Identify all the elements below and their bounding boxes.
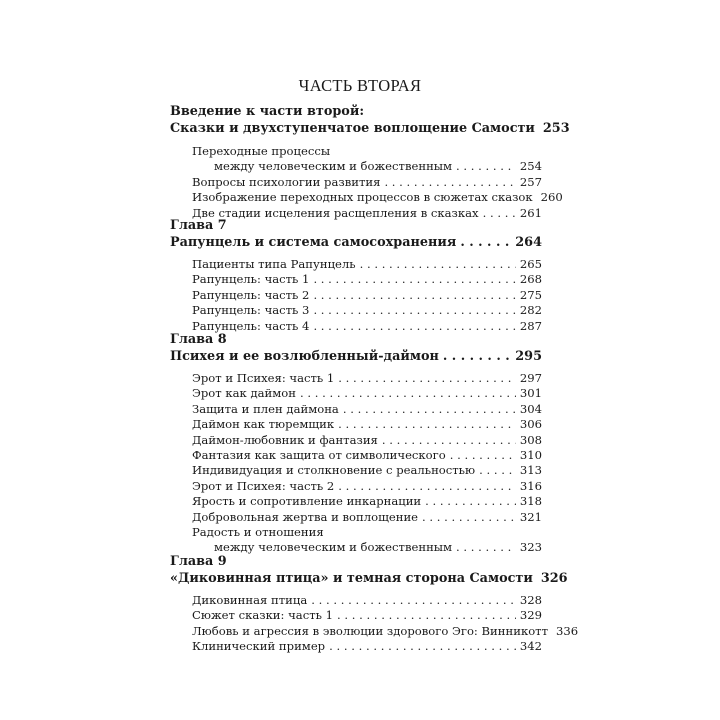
chapter-8-entry: Даймон-любовник и фантазия . . . 308 xyxy=(192,433,542,448)
chapter-9-main-entry: «Диковинная птица» и темная сторона Самости 326 xyxy=(170,571,568,586)
leader-dots xyxy=(311,593,516,608)
chapter-7-entry: Рапунцель: часть 4 . . . 287 xyxy=(192,319,542,334)
chapter-8-entry: Даймон как тюремщик . . . 306 xyxy=(192,417,542,432)
page-number: 304 xyxy=(519,401,542,416)
leader-dots xyxy=(479,463,516,478)
intro-entry-first-line: Переходные процессы xyxy=(192,144,331,158)
chapter-8-heading: Глава 8 xyxy=(170,332,227,347)
leader-dots xyxy=(313,303,515,318)
page-number: 328 xyxy=(519,593,542,607)
chapter-7-main-entry: Рапунцель и система самосохранения . . . 264 xyxy=(170,234,542,251)
page-number: 275 xyxy=(519,287,542,302)
chapter-8-section xyxy=(170,331,542,556)
page-number: 301 xyxy=(519,386,542,401)
intro-entry: Две стадии исцеления расщепления в сказках . . . 261 xyxy=(192,206,542,221)
leader-dots xyxy=(337,608,516,623)
page-number: 257 xyxy=(519,174,542,189)
chapter-9-entry: Любовь и агрессия в эволюции здорового Эго: Винникотт 336 xyxy=(192,623,579,638)
page-number: 329 xyxy=(519,608,542,623)
chapter-7-entry: Рапунцель: часть 2 . . . 275 xyxy=(192,288,542,303)
page-number: 308 xyxy=(519,432,542,447)
page-number: 268 xyxy=(519,272,542,287)
chapter-8-entry-first-line: Радость и отношения xyxy=(192,524,324,539)
page-number: 323 xyxy=(519,540,542,555)
chapter-8-entry: Эрот и Психея: часть 2 . . . 316 xyxy=(192,479,542,494)
page-number: 253 xyxy=(542,121,570,136)
leader-dots xyxy=(450,448,516,463)
chapter-8-entry: Фантазия как защита от символического . . . 310 xyxy=(192,448,542,463)
page-number: 336 xyxy=(556,623,579,638)
page-number: 261 xyxy=(519,205,542,220)
page-number: 310 xyxy=(519,447,542,462)
leader-dots xyxy=(425,494,516,509)
page-number: 254 xyxy=(519,159,542,174)
chapter-8-entry: Эрот и Психея: часть 1 . . . 297 xyxy=(192,371,542,386)
leader-dots xyxy=(456,159,516,174)
leader-dots xyxy=(313,272,515,287)
leader-dots xyxy=(384,175,515,190)
leader-dots xyxy=(360,257,516,272)
leader-dots xyxy=(313,288,515,303)
intro-heading: Введение к части второй: xyxy=(170,104,365,119)
leader-dots xyxy=(422,510,516,525)
chapter-7-entry: Рапунцель: часть 3 . . . 282 xyxy=(192,303,542,318)
chapter-8-entry: Ярость и сопротивление инкарнации . . . 318 xyxy=(192,494,542,509)
leader-dots xyxy=(338,479,516,494)
page-number: 287 xyxy=(519,318,542,333)
page-number: 264 xyxy=(515,235,542,250)
page-number: 342 xyxy=(519,639,542,654)
chapter-8-entry: между человеческим и божественным . . . 323 xyxy=(214,540,542,555)
page-number: 313 xyxy=(519,463,542,478)
page-number: 306 xyxy=(519,417,542,432)
page-number: 326 xyxy=(540,571,568,586)
page-number: 282 xyxy=(519,303,542,318)
page-number: 321 xyxy=(519,509,542,524)
intro-entry: между человеческим и божественным . . . 254 xyxy=(214,159,542,174)
intro-entry: Изображение переходных процессов в сюжетах сказок 260 xyxy=(192,190,563,205)
chapter-8-entry: Индивидуация и столкновение с реальностью . . . 313 xyxy=(192,463,542,478)
page-number: 295 xyxy=(515,349,542,364)
chapter-8-entry: Добровольная жертва и воплощение . . . 321 xyxy=(192,510,542,525)
chapter-8-entry: Защита и плен даймона . . . 304 xyxy=(192,402,542,417)
chapter-9-entry: Диковинная птица . . . 328 xyxy=(192,593,542,608)
intro-entry: Вопросы психологии развития . . . 257 xyxy=(192,175,542,190)
leader-dots xyxy=(443,348,511,365)
chapter-9-entry: Клинический пример . . . 342 xyxy=(192,639,542,654)
part-title: ЧАСТЬ ВТОРАЯ xyxy=(298,76,422,95)
leader-dots xyxy=(460,234,511,251)
chapter-7-entry: Рапунцель: часть 1 . . . 268 xyxy=(192,272,542,287)
page-number: 265 xyxy=(519,257,542,271)
chapter-7-entry: Пациенты типа Рапунцель . . . 265 xyxy=(192,257,542,272)
intro-section xyxy=(170,103,570,221)
leader-dots xyxy=(338,417,516,432)
chapter-9-section xyxy=(170,553,579,655)
intro-main-entry: Сказки и двухступенчатое воплощение Самости 253 xyxy=(170,121,570,136)
chapter-9-entry: Сюжет сказки: часть 1 . . . 329 xyxy=(192,608,542,623)
page-number: 297 xyxy=(519,371,542,385)
chapter-7-section xyxy=(170,217,542,334)
page-number: 318 xyxy=(519,494,542,509)
leader-dots xyxy=(300,386,516,401)
chapter-7-heading: Глава 7 xyxy=(170,218,227,233)
leader-dots xyxy=(329,639,516,654)
chapter-8-main-entry: Психея и ее возлюбленный-даймон . . . 295 xyxy=(170,348,542,365)
chapter-8-entry: Эрот как даймон . . . 301 xyxy=(192,386,542,401)
page-number: 260 xyxy=(540,190,563,205)
leader-dots xyxy=(343,402,516,417)
chapter-9-heading: Глава 9 xyxy=(170,554,227,569)
leader-dots xyxy=(382,433,516,448)
leader-dots xyxy=(338,371,516,386)
page-number: 316 xyxy=(519,478,542,493)
